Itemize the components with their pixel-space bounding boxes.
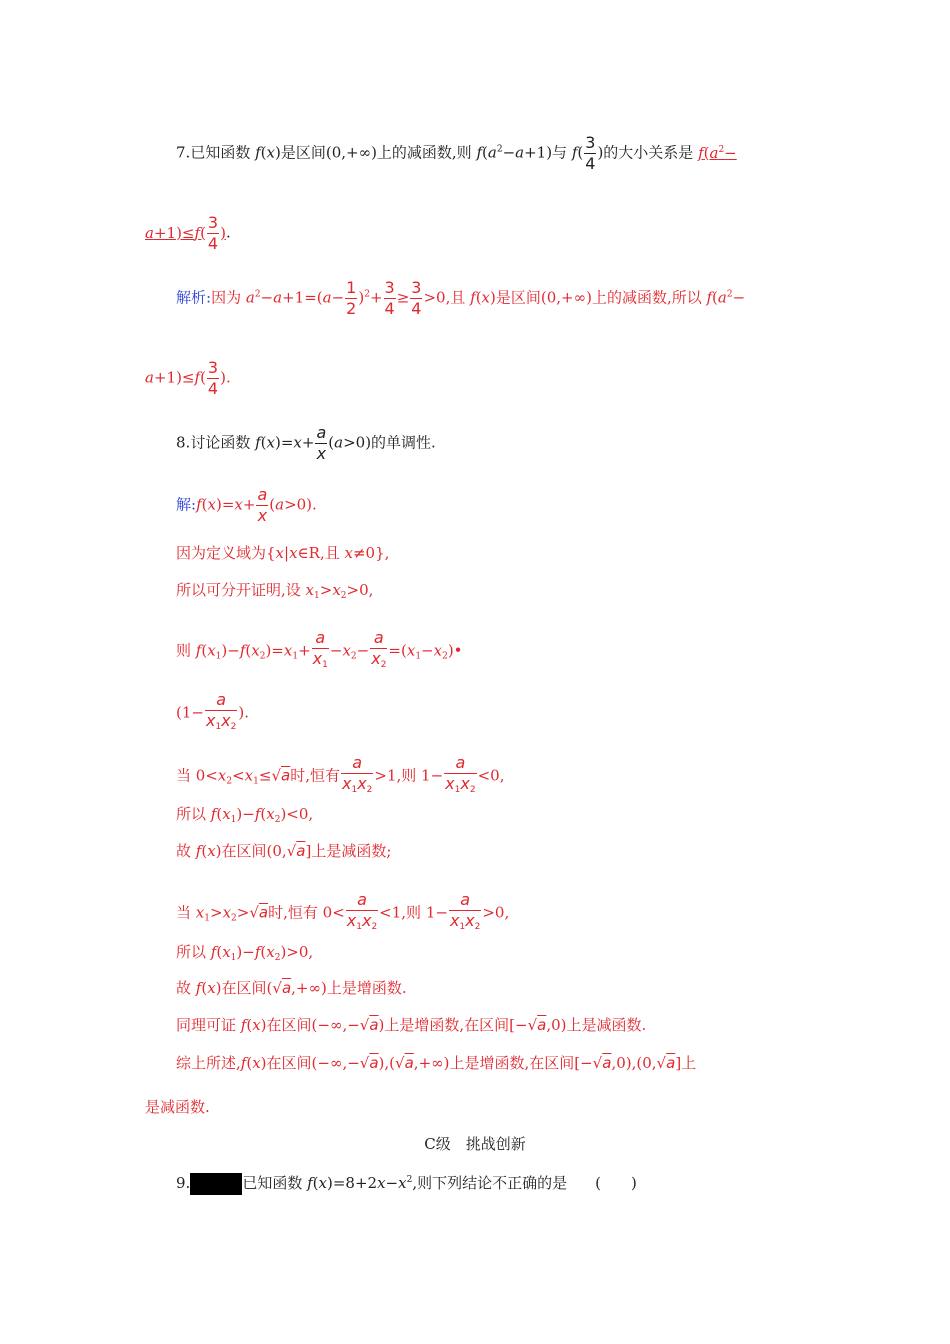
q7-stem: 7.已知函数 f(x)是区间(0,+∞)上的减函数,则 $f(a^2-a+1)$与 f( $\frac{3}{4}$ )的大小关系是 $f(a^2-$ — [176, 133, 737, 173]
q8-solution-line-1: 解:f(x)=x+ $\frac{a}{x}$ (a>0). — [176, 485, 317, 525]
q8-number: 8. — [176, 433, 191, 452]
q9-number: 9. — [176, 1174, 191, 1192]
q8-solution-line-13: 综上所述,f(x)在区间(−∞,−√a),(√a,+∞)上是增函数,在区间[−√a,0),(0,√a]上 — [176, 1054, 697, 1072]
solution-label: 解 — [176, 495, 192, 514]
q7-analysis-cont: a+1)≤f( $\frac{3}{4}$ ). — [145, 358, 231, 398]
q9-stem: 9. 已知函数 $f(x)=8+2x-x^2$,则下列结论不正确的是 ( ) — [176, 1170, 637, 1195]
q8-solution-line-10: 所以 $f(x_1)-f(x_2)>0$, — [176, 943, 314, 963]
section-heading: C级 挑战创新 — [424, 1135, 526, 1153]
q9-answer-blank: ( ) — [595, 1174, 637, 1192]
q8-solution-line-3: 所以可分开证明,设 $x_1>x_2>0$, — [176, 581, 374, 601]
q8-solution-line-9: 当 $x_1>x_2>√a$时,恒有 0< $\frac{a}{x_1x_2}$ <1,则 1− $\frac{a}{x_1x_2}$ >0, — [176, 890, 509, 937]
q7-answer: a+1)≤f( $\frac{3}{4}$ ). — [145, 213, 231, 253]
q8-solution-line-2: 因为定义域为{x|x∈R,且 x≠0}, — [176, 544, 390, 562]
q8-solution-line-11: 故 f(x)在区间(√a,+∞)上是增函数. — [176, 979, 407, 997]
q8-solution-line-4: 则 $f(x_1)-f(x_2)=x_1+$ $\frac{a}{x_1}$ $-x_2-$ $\frac{a}{x_2}$ $=(x_1-x_2)•$ — [176, 628, 463, 675]
q8-stem: 8.讨论函数 f(x)=x+ $\frac{a}{x}$ (a>0)的单调性. — [176, 423, 436, 463]
analysis-label: 解析 — [176, 288, 207, 307]
q7-number: 7. — [176, 143, 191, 162]
q8-solution-line-8: 故 f(x)在区间(0,√a]上是减函数; — [176, 842, 392, 860]
q7-analysis: 解析:因为 $a^2-a+1=(a-$ $\frac{1}{2}$ )$^2$+ $\frac{3}{4}$ ≥ $\frac{3}{4}$ >0,且 f(x)是区间(0,+∞)上的减函数,所以 $f(a^2-$ — [176, 278, 746, 318]
redaction-block — [190, 1173, 242, 1195]
q8-solution-line-12: 同理可证 f(x)在区间(−∞,−√a)上是增函数,在区间[−√a,0)上是减函数. — [176, 1016, 647, 1034]
q8-solution-line-6: 当 $0<x_2<x_1\le√a$时,恒有 $\frac{a}{x_1x_2}$ >1,则 1− $\frac{a}{x_1x_2}$ <0, — [176, 753, 504, 800]
q8-solution-line-13-cont: 是减函数. — [145, 1098, 210, 1116]
q8-solution-line-7: 所以 $f(x_1)-f(x_2)<0$, — [176, 805, 314, 825]
q8-solution-line-5: (1− $\frac{a}{x_1x_2}$ ). — [176, 690, 249, 737]
